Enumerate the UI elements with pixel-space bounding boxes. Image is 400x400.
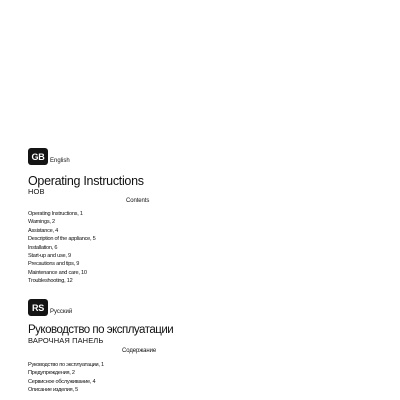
contents-item: Предупреждения, 2	[28, 370, 75, 377]
contents-list	[28, 210, 368, 286]
contents-item: Installation, 6	[28, 244, 58, 251]
model-label: ВАРОЧНАЯ ПАНЕЛЬ	[28, 336, 104, 345]
language-badge: RS	[28, 299, 48, 316]
contents-item: Описание изделия, 5	[28, 387, 78, 394]
contents-item: Troubleshooting, 12	[28, 278, 73, 285]
contents-item: Assistance, 4	[28, 227, 59, 234]
language-header	[28, 147, 368, 165]
model-label: HOB	[28, 187, 45, 196]
language-name: Русский	[50, 309, 73, 315]
contents-heading: Содержание	[122, 348, 157, 354]
contents-heading: Contents	[126, 198, 150, 204]
contents-item: Maintenance and care, 10	[28, 269, 87, 276]
language-badge: GB	[28, 148, 48, 165]
contents-item: Сервисное обслуживание, 4	[28, 378, 96, 385]
contents-item: Warnings, 2	[28, 219, 55, 226]
contents-item: Description of the appliance, 5	[28, 236, 96, 243]
section-english	[28, 147, 368, 286]
contents-item: Start-up and use, 9	[28, 253, 71, 260]
language-header	[28, 298, 368, 316]
document-title: Operating Instructions	[28, 174, 144, 188]
document-title: Руководство по эксплуатации	[28, 324, 174, 336]
section-russian	[28, 298, 368, 395]
contents-item: Руководство по эксплуатации, 1	[28, 362, 104, 368]
contents-item: Operating Instructions, 1	[28, 211, 83, 217]
language-name: English	[50, 158, 70, 164]
contents-list	[28, 361, 368, 395]
contents-item: Precautions and tips, 9	[28, 261, 80, 268]
